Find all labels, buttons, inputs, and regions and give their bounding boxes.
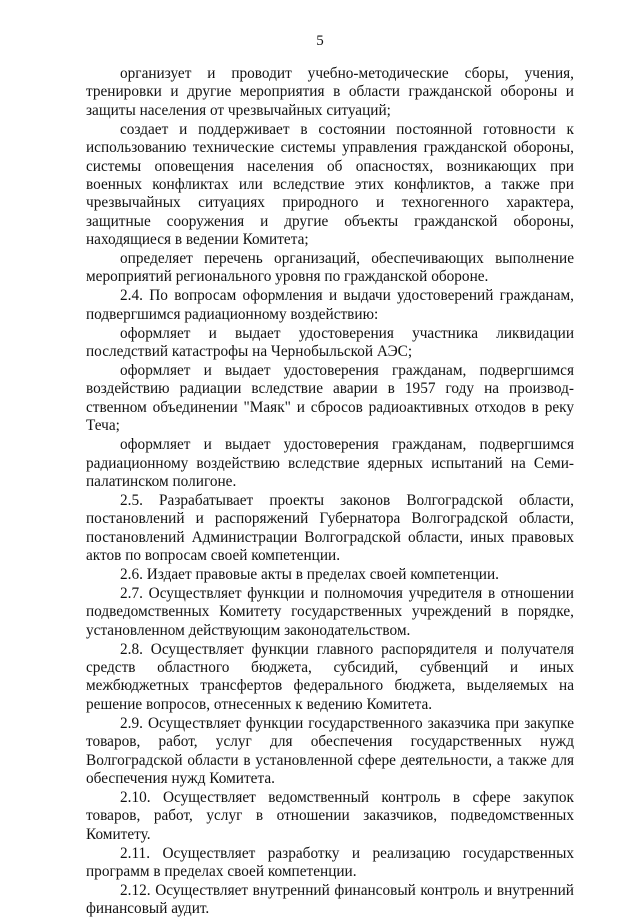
paragraph-2-6: 2.6. Издает правовые акты в пределах своей компетенции.: [120, 565, 499, 583]
paragraph-civil-defense-training: организует и проводит учебно-методические сборы, учения, тренировки и другие мероприятия в области гражданской обороны и защиты населения от чрезвычайных ситуаций;: [86, 65, 574, 119]
paragraph-2-5: 2.5. Разрабатывает проекты законов Волгоградской области, постановлений и распоряжений Губернатора Волгоградской области, постановлений Администрации Волгоградской области, иных правовых актов по вопросам своей компетенции.: [86, 491, 574, 565]
page-number: 5: [316, 33, 324, 49]
paragraph-2-8: 2.8. Осуществляет функции главного распорядителя и получателя средств областного бюджета, субсидий, субвенций и иных межбюджетных трансфертов федерального бюджета, выделяемых на решение вопросов, отнесенных к ведению Комитета.: [86, 640, 574, 713]
document-body: [86, 65, 574, 919]
paragraph-2-7: 2.7. Осуществляет функции и полномочия учредителя в отношении подведомственных Комитету государственных учреждений в порядке, установленном действующим законодательством.: [86, 584, 574, 639]
paragraph-mayak: оформляет и выдает удостоверения гражданам, подвергшимся воздействию радиации вследствие аварии в 1957 году на производственном объединении "Маяк" и сбросов радиоактивных отходов в реку Теча;: [86, 362, 574, 435]
paragraph-2-12: 2.12. Осуществляет внутренний финансовый контроль и внутренний финансовый аудит.: [86, 881, 574, 918]
paragraph-semipalatinsk: оформляет и выдает удостоверения гражданам, подвергшимся радиационному воздействию вследствие ядерных испытаний на Семипалатинском полигоне.: [86, 436, 574, 490]
paragraph-organizations-list: определяет перечень организаций, обеспечивающих выполнение мероприятий регионального уровня по гражданской обороне.: [86, 250, 574, 286]
paragraph-chernobyl: оформляет и выдает удостоверения участника ликвидации последствий катастрофы на Чернобыльской АЭС;: [86, 324, 574, 361]
paragraph-readiness-systems: создает и поддерживает в состоянии постоянной готовности к использованию технические системы управления гражданской обороны, системы оповещения населения об опасностях, возникающих при военных конфликтах или вследствие этих конфликтов, а также при чрезвычайных ситуациях природного и техногенного характера, защитные сооружения и другие объекты гражданской обороны, находящиеся в ведении Комитета;: [86, 120, 574, 249]
paragraph-2-9: 2.9. Осуществляет функции государственного заказчика при закупке товаров, работ, услуг для обеспечения государственных нужд Волгоградской области в установленной сфере деятельности, а также для обеспечения нужд Комитета.: [86, 714, 574, 787]
paragraph-2-11: 2.11. Осуществляет разработку и реализацию государственных программ в пределах своей компетенции.: [86, 844, 574, 880]
paragraph-2-4: 2.4. По вопросам оформления и выдачи удостоверений гражданам, подвергшимся радиационному воздействию:: [86, 287, 574, 323]
paragraph-2-10: 2.10. Осуществляет ведомственный контроль в сфере закупок товаров, работ, услуг в отношении заказчиков, подведомственных Комитету.: [86, 788, 574, 843]
